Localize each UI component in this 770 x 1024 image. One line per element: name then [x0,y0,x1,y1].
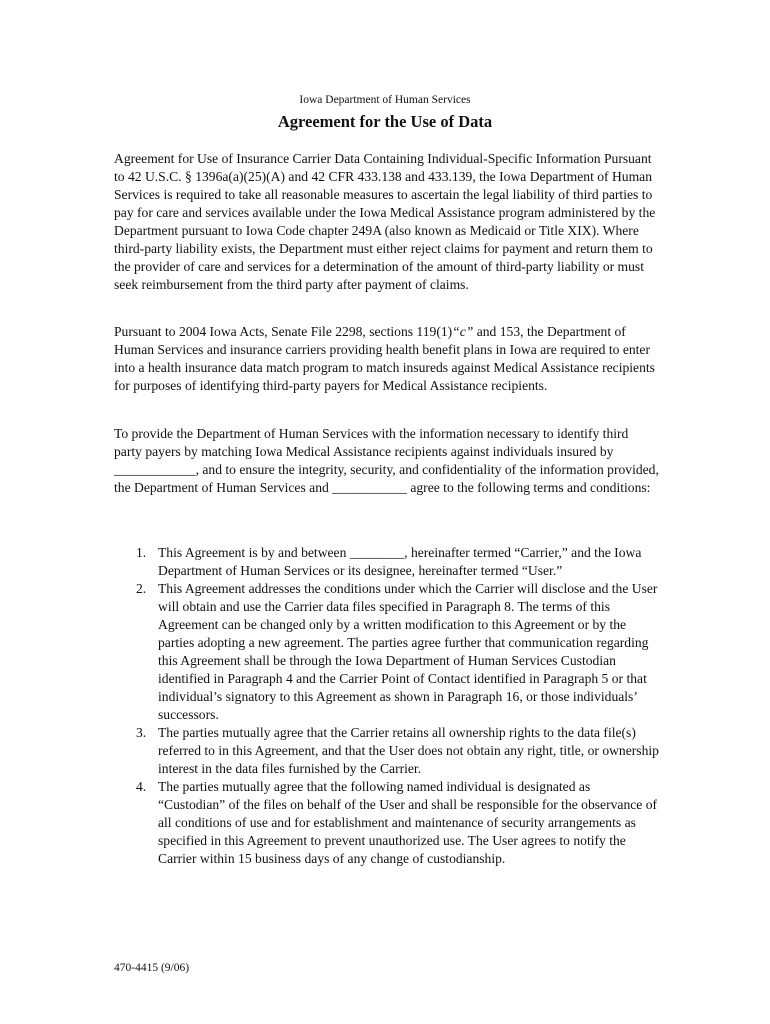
item-text: The parties mutually agree that the Carrier retains all ownership rights to the data file(s) referred to in this Agreement, and that the User does not obtain any right, title, or ownership interest in the data files furnished by the Carrier. [158,725,659,776]
paragraph-text: Agreement for Use of Insurance Carrier Data Containing Individual-Specific Information Pursuant to 42 U.S.C. § 1396a(a)(25)(A) and 42 CFR 433.138 and 433.139, the Iowa Department of Human Services is required to take all reasonable measures to ascertain the legal liability of third parties to pay for care and services available under the Iowa Medical Assistance program administered by the Department pursuant to Iowa Code chapter 249A (also known as Medicaid or Title XIX). Where third-party liability exists, the Department must either reject claims for payment and return them to the provider of care and services for a determination of the amount of third-party liability or must seek reimbursement from the third party after payment of claims. [114,151,656,292]
list-item [114,778,659,868]
item-text: The parties mutually agree that the following named individual is designated as “Custodian” of the files on behalf of the User and shall be responsible for the observance of all conditions of use and for establishment and maintenance of security arrangements as specified in this Agreement to prevent unauthorized use. The User agrees to notify the Carrier within 15 business days of any change of custodianship. [158,779,658,866]
department-name: Iowa Department of Human Services [299,94,471,106]
paragraph-text-start: Pursuant to 2004 Iowa Acts, Senate File 2298, sections 119(1) [114,324,453,339]
paragraph-text [114,323,659,395]
paragraph-text: To provide the Department of Human Services with the information necessary to identify third party payers by matching Iowa Medical Assistance recipients against individuals insured by ____________, and to ensure the integrity, security, and confidentiality of the information provided, the Department of Human Services and ___________ agree to the following terms and conditions: [114,426,659,495]
form-number: 470-4415 (9/06) [114,962,190,974]
item-number: 3. [136,725,147,740]
list-item [114,544,659,580]
item-number: 2. [136,581,147,596]
item-text: This Agreement addresses the conditions under which the Carrier will disclose and the User will obtain and use the Carrier data files specified in Paragraph 8. The terms of this Agreement can be changed only by a written modification to this Agreement or by the parties adopting a new agreement. The parties agree further that communication regarding this Agreement shall be through the Iowa Department of Human Services Custodian identified in Paragraph 4 and the Carrier Point of Contact identified in Paragraph 5 or that individual’s signatory to this Agreement as shown in Paragraph 16, or those individuals’ successors. [158,581,658,722]
document-title: Agreement for the Use of Data [277,112,493,131]
statute-paragraph [114,323,659,395]
list-item [114,724,659,778]
item-text: This Agreement is by and between ________, hereinafter termed “Carrier,” and the Iowa Department of Human Services or its designee, hereinafter termed “User.” [158,545,642,578]
terms-list [114,544,659,868]
item-number: 4. [136,779,147,794]
item-number: 1. [136,545,147,560]
paragraph-text-end: and 153, the Department of Human Services and insurance carriers providing health benefit plans in Iowa are required to enter into a health insurance data match program to match insureds against Medical Assistance recipients for purposes of identifying third-party payers for Medical Assistance recipients. [114,324,655,393]
purpose-paragraph [114,425,659,497]
list-item [114,580,659,724]
intro-paragraph [114,150,659,294]
paragraph-italic: “c” [452,324,474,339]
